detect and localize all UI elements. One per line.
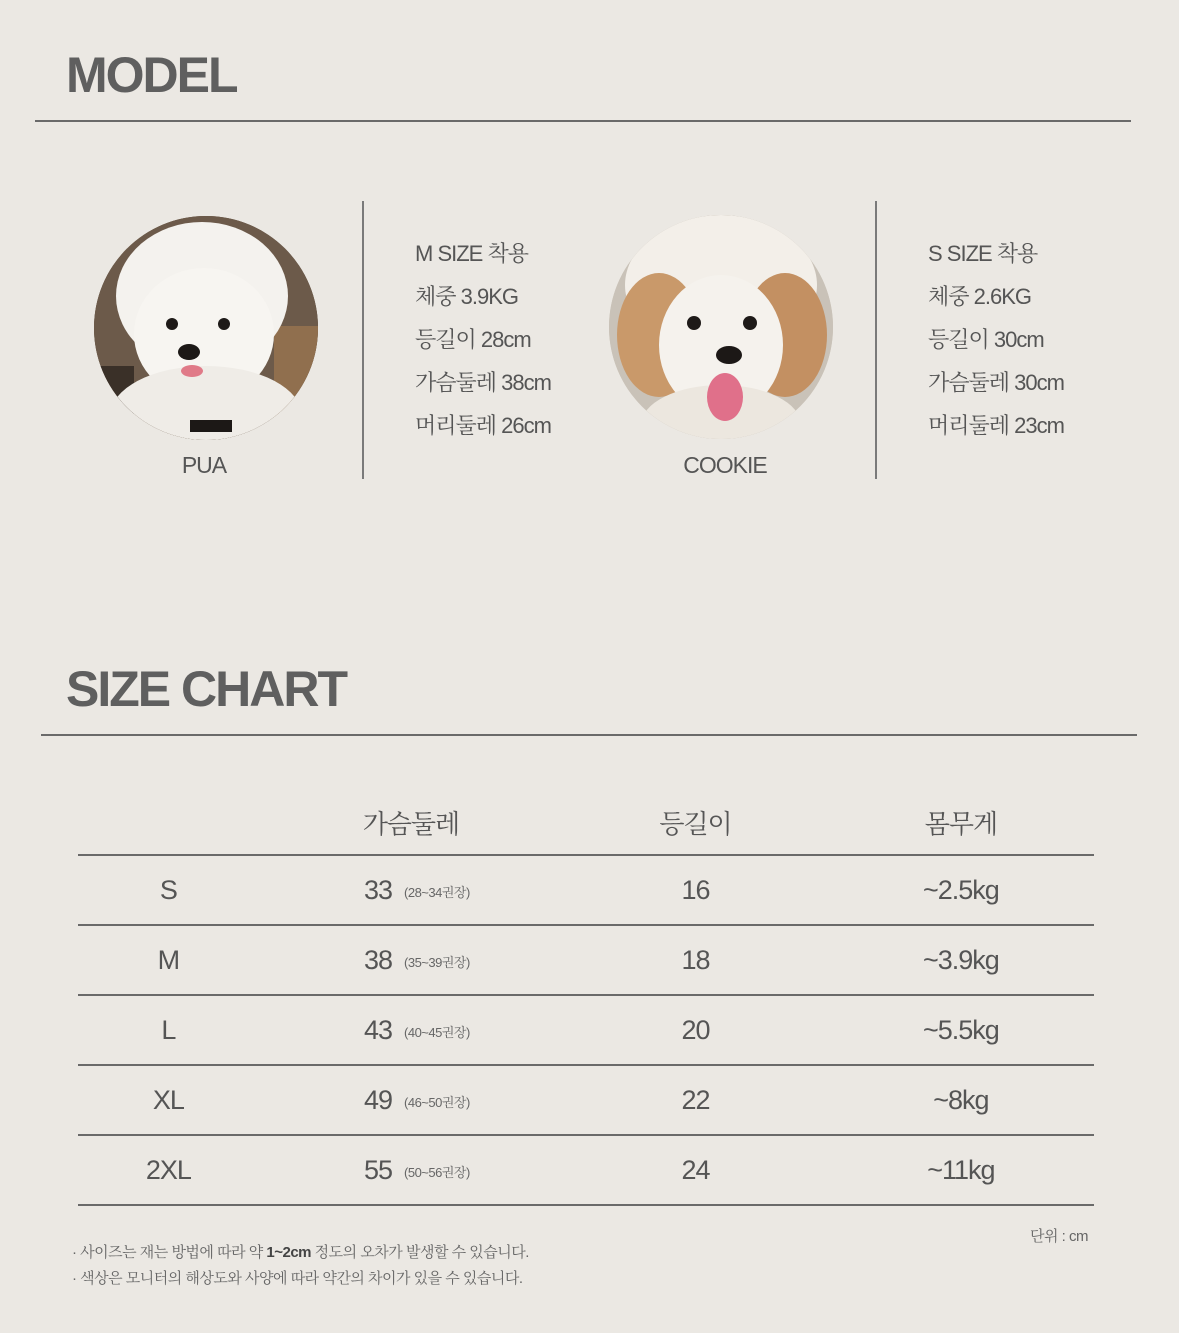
pua-spec-size: M SIZE 착용 bbox=[415, 241, 528, 266]
pua-spec-chest: 가슴둘레 38cm bbox=[415, 370, 551, 395]
cookie-spec-head: 머리둘레 23cm bbox=[928, 413, 1064, 438]
model-divider bbox=[35, 120, 1131, 122]
chest-cell bbox=[259, 995, 564, 1065]
weight-cell: ~2.5kg bbox=[828, 855, 1094, 925]
cookie-spec-back-length: 등길이 30cm bbox=[928, 327, 1044, 352]
table-row bbox=[78, 1065, 1094, 1135]
chest-recommended: (40~45권장) bbox=[404, 1024, 470, 1040]
chest-cell bbox=[259, 925, 564, 995]
weight-cell: ~8kg bbox=[828, 1065, 1094, 1135]
back-length-cell: 16 bbox=[563, 855, 828, 925]
back-length-cell: 24 bbox=[563, 1135, 828, 1205]
cookie-spec-list bbox=[928, 239, 1064, 454]
model-section-title: MODEL bbox=[66, 47, 237, 103]
cookie-spec-weight: 체중 2.6KG bbox=[928, 284, 1031, 309]
table-row bbox=[78, 855, 1094, 925]
chest-value: 43 bbox=[363, 1014, 393, 1045]
size-cell: 2XL bbox=[78, 1135, 259, 1205]
pua-spec-weight: 체중 3.9KG bbox=[415, 284, 518, 309]
chest-recommended: (50~56권장) bbox=[404, 1164, 470, 1180]
cookie-name-label: COOKIE bbox=[683, 452, 767, 478]
chest-cell bbox=[259, 855, 564, 925]
footnote-color: · 색상은 모니터의 해상도와 사양에 따라 약간의 차이가 있을 수 있습니다. bbox=[72, 1270, 523, 1287]
size-chart-divider bbox=[41, 734, 1137, 736]
size-cell: L bbox=[78, 995, 259, 1065]
back-length-cell: 20 bbox=[563, 995, 828, 1065]
chest-value: 33 bbox=[363, 874, 393, 905]
size-cell: M bbox=[78, 925, 259, 995]
unit-label: 단위 : cm bbox=[1030, 1228, 1088, 1245]
cookie-spec-chest: 가슴둘레 30cm bbox=[928, 370, 1064, 395]
table-row bbox=[78, 1135, 1094, 1205]
table-row bbox=[78, 995, 1094, 1065]
pua-spec-list bbox=[415, 239, 551, 454]
header-weight: 몸무게 bbox=[828, 790, 1094, 855]
header-back-length: 등길이 bbox=[563, 790, 828, 855]
chest-cell bbox=[259, 1135, 564, 1205]
cookie-photo bbox=[609, 215, 833, 439]
chest-recommended: (28~34권장) bbox=[404, 884, 470, 900]
back-length-cell: 18 bbox=[563, 925, 828, 995]
size-chart-table bbox=[78, 790, 1094, 1206]
footnote-text: · 사이즈는 재는 방법에 따라 약 bbox=[72, 1244, 267, 1261]
chest-recommended: (35~39권장) bbox=[404, 954, 470, 970]
footnote-text: 정도의 오차가 발생할 수 있습니다. bbox=[311, 1244, 529, 1261]
size-cell: XL bbox=[78, 1065, 259, 1135]
table-header-row bbox=[78, 790, 1094, 855]
chest-value: 38 bbox=[363, 944, 393, 975]
pua-name-label: PUA bbox=[181, 452, 227, 478]
pua-spec-back-length: 등길이 28cm bbox=[415, 327, 531, 352]
chest-recommended: (46~50권장) bbox=[404, 1094, 470, 1110]
back-length-cell: 22 bbox=[563, 1065, 828, 1135]
footnote-emphasis: 1~2cm bbox=[266, 1244, 312, 1261]
cookie-spec-size: S SIZE 착용 bbox=[928, 241, 1038, 266]
weight-cell: ~3.9kg bbox=[828, 925, 1094, 995]
header-chest: 가슴둘레 bbox=[259, 790, 564, 855]
footnote-measurement bbox=[72, 1241, 529, 1262]
chest-cell bbox=[259, 1065, 564, 1135]
chest-value: 49 bbox=[363, 1084, 393, 1115]
weight-cell: ~11kg bbox=[828, 1135, 1094, 1205]
model-divider-vertical bbox=[362, 201, 364, 479]
weight-cell: ~5.5kg bbox=[828, 995, 1094, 1065]
chest-value: 55 bbox=[363, 1154, 393, 1185]
model-divider-vertical bbox=[875, 201, 877, 479]
header-size bbox=[78, 790, 259, 855]
table-row bbox=[78, 925, 1094, 995]
size-cell: S bbox=[78, 855, 259, 925]
size-chart-title: SIZE CHART bbox=[66, 661, 346, 717]
pua-spec-head: 머리둘레 26cm bbox=[415, 413, 551, 438]
pua-photo bbox=[94, 216, 318, 440]
